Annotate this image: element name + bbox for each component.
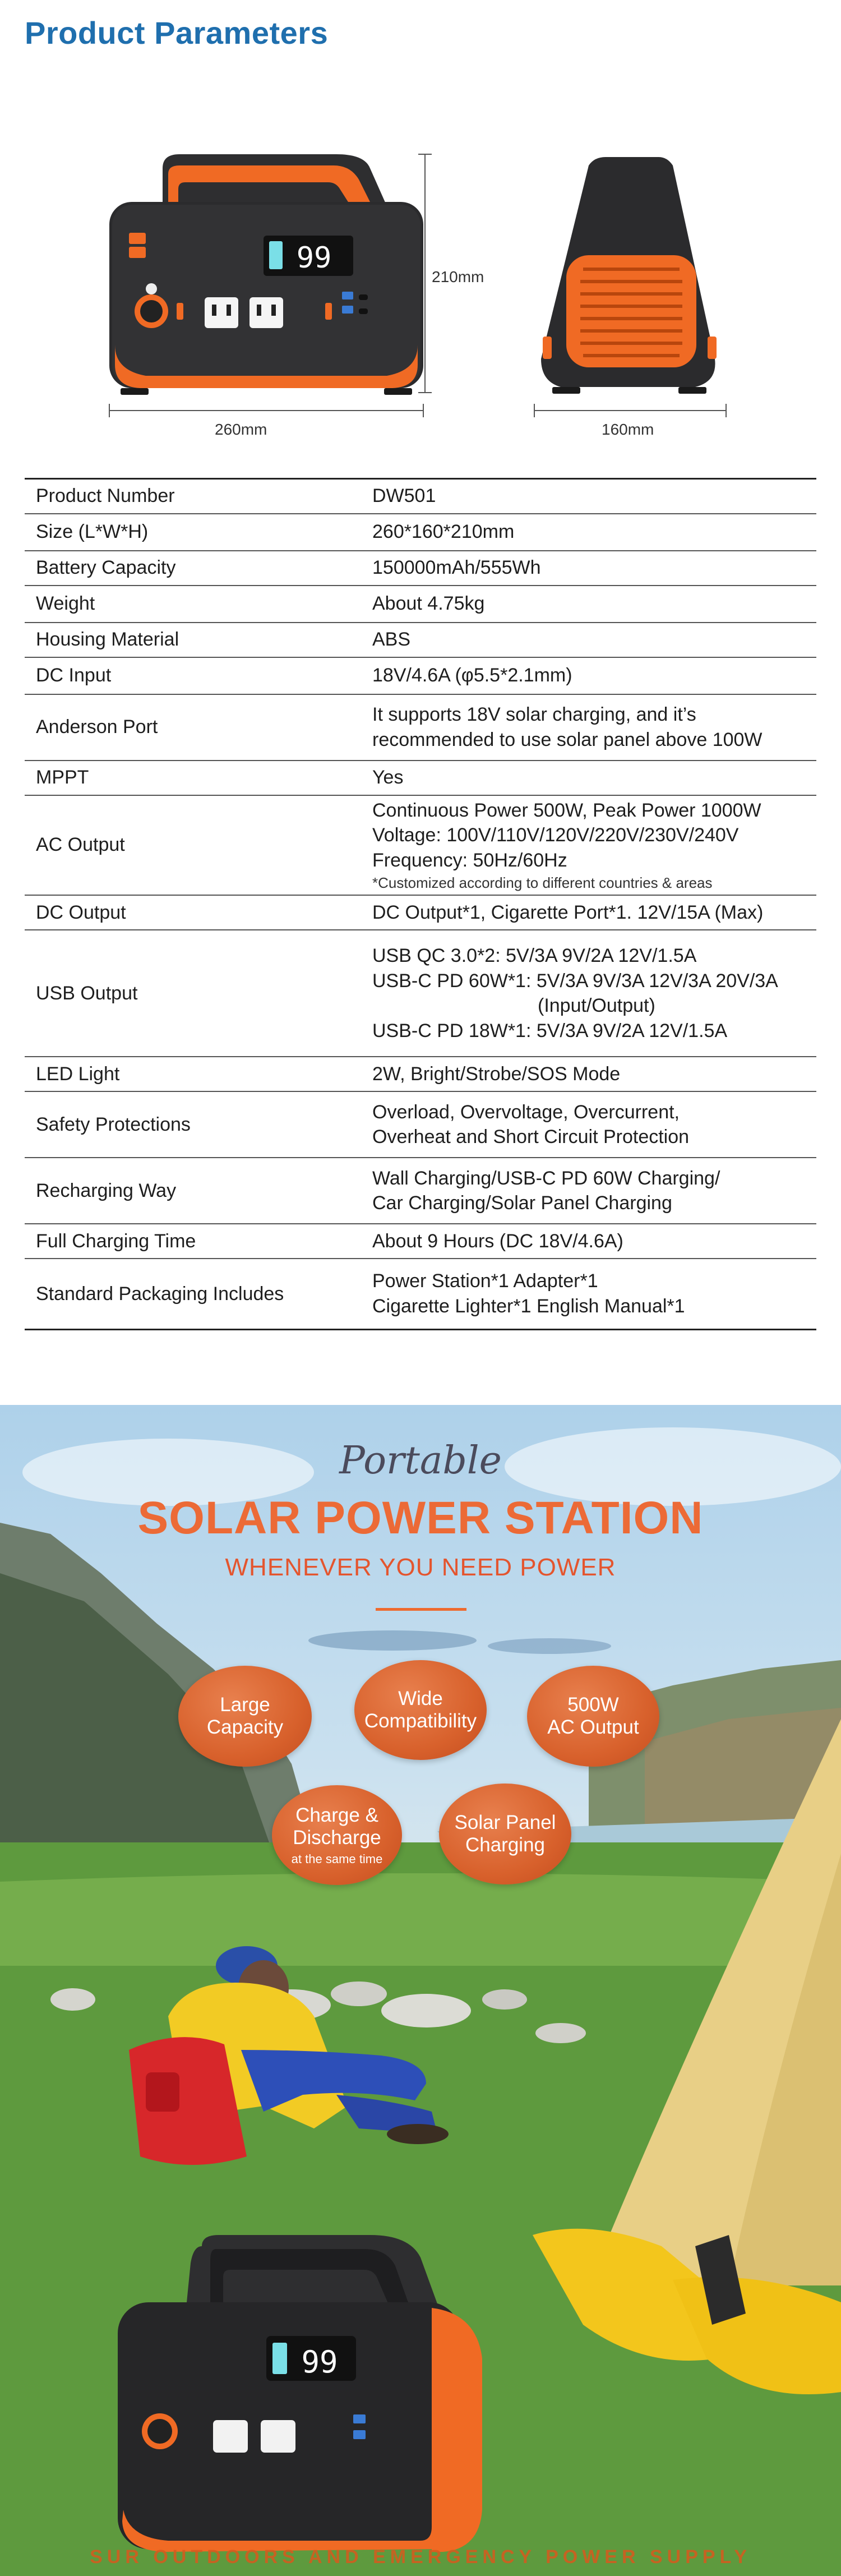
spec-value-line: About 4.75kg (372, 593, 485, 615)
spec-value (361, 1057, 816, 1091)
hero-banner (0, 1405, 841, 2576)
spec-value-line: It supports 18V solar charging, and it’s (372, 703, 696, 725)
spec-value (361, 694, 816, 761)
spec-value (361, 1091, 816, 1158)
feature-bubble-solar-panel-charging: Solar Panel Charging (439, 1784, 571, 1884)
feature-bubble-500w-ac-output: 500W AC Output (527, 1666, 659, 1767)
spec-label: Anderson Port (25, 694, 361, 761)
spec-value-line: Overheat and Short Circuit Protection (372, 1126, 690, 1148)
spec-label: AC Output (25, 795, 361, 896)
spec-value (361, 479, 816, 514)
spec-row (25, 694, 816, 761)
spec-label: Weight (25, 586, 361, 623)
spec-value-line: 260*160*210mm (372, 521, 515, 543)
width-dimension-label: 260mm (215, 421, 267, 438)
spec-value (361, 1224, 816, 1259)
spec-row (25, 514, 816, 551)
spec-value-line: Frequency: 50Hz/60Hz (372, 850, 567, 872)
spec-label: Battery Capacity (25, 551, 361, 586)
spec-value (361, 1259, 816, 1329)
spec-value-line: Overload, Overvoltage, Overcurrent, (372, 1101, 680, 1123)
hero-display-readout: 99 (301, 2344, 338, 2380)
spec-value-line: USB QC 3.0*2: 5V/3A 9V/2A 12V/1.5A (372, 944, 697, 966)
spec-label: LED Light (25, 1057, 361, 1091)
hero-subheadline: WHENEVER YOU NEED POWER (225, 1554, 616, 1581)
device-drawings (0, 135, 841, 449)
spec-row (25, 479, 816, 514)
spec-value-line: (Input/Output) (538, 995, 655, 1017)
spec-row (25, 761, 816, 795)
spec-label: Recharging Way (25, 1158, 361, 1224)
page-title: Product Parameters (25, 15, 329, 50)
spec-value (361, 514, 816, 551)
spec-value (361, 761, 816, 795)
spec-label: DC Output (25, 895, 361, 930)
display-readout: 99 (296, 241, 332, 275)
bottom-tagline: SUR OUTDOORS AND EMERGENCY POWER SUPPLY (90, 2546, 751, 2568)
product-dimension-diagram (0, 135, 841, 449)
feature-bubble-wide-compatibility: Wide Compatibility (354, 1660, 487, 1760)
spec-row (25, 1091, 816, 1158)
spec-value-line: Wall Charging/USB-C PD 60W Charging/ (372, 1167, 720, 1189)
spec-row (25, 551, 816, 586)
spec-note: *Customized according to different countries & areas (372, 874, 713, 892)
spec-value (361, 1158, 816, 1224)
spec-row (25, 1259, 816, 1329)
spec-label: MPPT (25, 761, 361, 795)
spec-value-line: USB-C PD 18W*1: 5V/3A 9V/2A 12V/1.5A (372, 1020, 728, 1042)
spec-label: Standard Packaging Includes (25, 1259, 361, 1329)
spec-value-line: ABS (372, 629, 411, 651)
spec-label: USB Output (25, 930, 361, 1057)
height-dimension-label: 210mm (432, 268, 484, 285)
spec-label: Size (L*W*H) (25, 514, 361, 551)
spec-label: Full Charging Time (25, 1224, 361, 1259)
spec-value (361, 930, 816, 1057)
spec-label: Product Number (25, 479, 361, 514)
spec-value-line: 150000mAh/555Wh (372, 557, 541, 579)
spec-value-line: DC Output*1, Cigarette Port*1. 12V/15A (Max) (372, 902, 764, 923)
spec-label: Safety Protections (25, 1091, 361, 1158)
spec-value-line: 18V/4.6A (φ5.5*2.1mm) (372, 665, 572, 686)
spec-row (25, 1158, 816, 1224)
depth-dimension-label: 160mm (602, 421, 654, 438)
spec-value-line: Yes (372, 767, 404, 789)
spec-value-line: recommended to use solar panel above 100W (372, 729, 763, 750)
spec-row (25, 930, 816, 1057)
feature-bubble-charge-discharge: Charge & Discharge at the same time (272, 1785, 402, 1885)
device-side-view (541, 157, 717, 394)
spec-value-line: Voltage: 100V/110V/120V/220V/230V/240V (372, 824, 739, 846)
spec-value (361, 551, 816, 586)
spec-value-line: DW501 (372, 485, 436, 507)
device-front-view (109, 154, 423, 395)
spec-row (25, 1057, 816, 1091)
spec-row (25, 586, 816, 623)
spec-value-line: Car Charging/Solar Panel Charging (372, 1192, 672, 1214)
spec-value-line: Power Station*1 Adapter*1 (372, 1270, 598, 1292)
spec-row (25, 795, 816, 896)
spec-row (25, 895, 816, 930)
spec-label: DC Input (25, 657, 361, 694)
feature-bubble-large-capacity: Large Capacity (178, 1666, 312, 1767)
hero-headline: SOLAR POWER STATION (137, 1492, 704, 1543)
spec-row (25, 1224, 816, 1259)
spec-value (361, 895, 816, 930)
spec-value (361, 795, 816, 896)
spec-value-line: About 9 Hours (DC 18V/4.6A) (372, 1231, 623, 1252)
spec-value (361, 657, 816, 694)
spec-value-line: USB-C PD 60W*1: 5V/3A 9V/3A 12V/3A 20V/3A (372, 970, 778, 992)
spec-row (25, 657, 816, 694)
spec-row (25, 623, 816, 657)
spec-label: Housing Material (25, 623, 361, 657)
spec-value (361, 586, 816, 623)
portable-script-word: Portable (339, 1439, 502, 1483)
spec-value (361, 623, 816, 657)
spec-value-line: Continuous Power 500W, Peak Power 1000W (372, 799, 761, 821)
spec-table (25, 478, 816, 1330)
spec-value-line: Cigarette Lighter*1 English Manual*1 (372, 1296, 685, 1317)
spec-value-line: 2W, Bright/Strobe/SOS Mode (372, 1063, 621, 1085)
headline-divider (376, 1608, 466, 1611)
